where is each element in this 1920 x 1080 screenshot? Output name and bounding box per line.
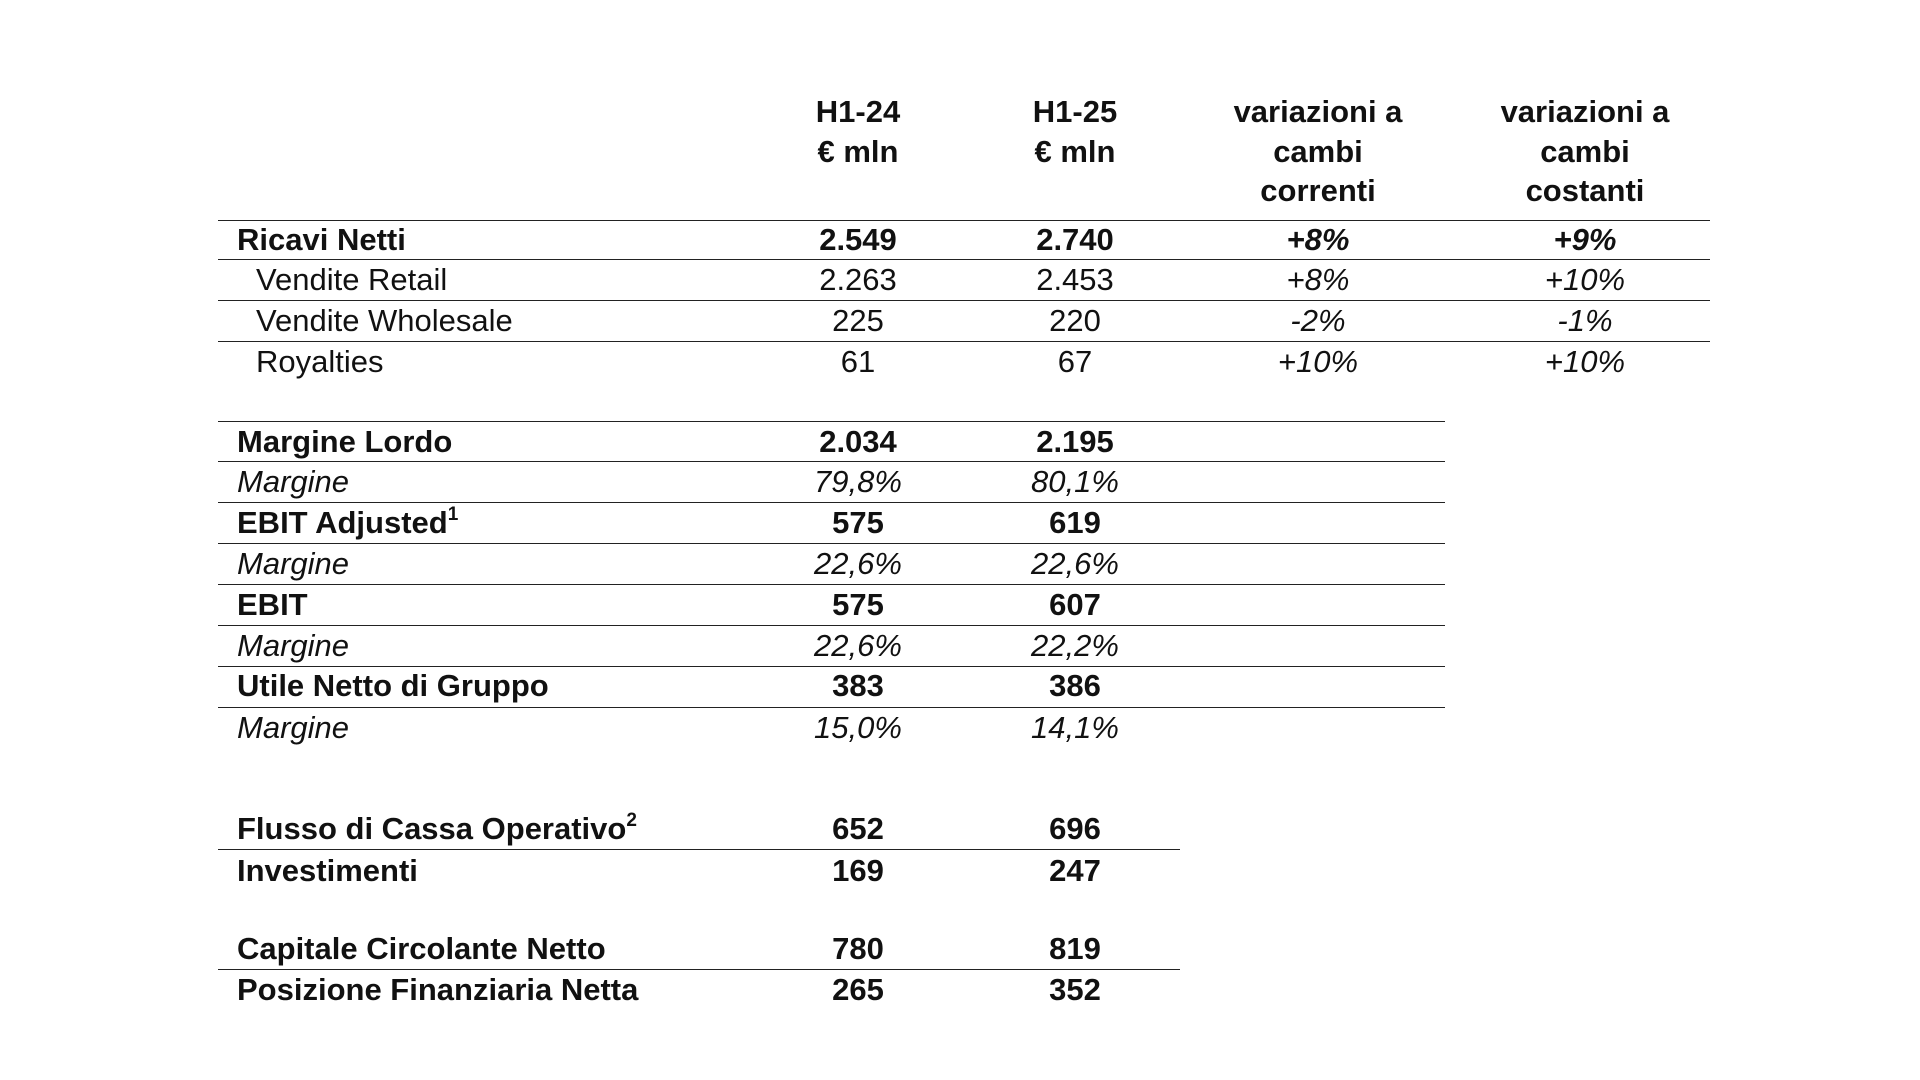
cell-utile-netto-h1-25: 386 — [1049, 668, 1101, 703]
row-label-ebit-adjusted: EBIT Adjusted$^1$ — [237, 504, 459, 540]
cell-margine-lordo-pct-h1-24: 79,8% — [814, 464, 902, 499]
cell-investimenti-h1-25: 247 — [1049, 853, 1101, 888]
row-label-investimenti: Investimenti — [237, 853, 418, 888]
row-label-royalties: Royalties — [256, 344, 384, 379]
cell-ebit-h1-25: 607 — [1049, 587, 1101, 622]
row-label-capitale-circolante: Capitale Circolante Netto — [237, 931, 606, 966]
cell-royalties-h1-24: 61 — [840, 344, 876, 379]
cell-margine-lordo-pct-h1-25: 80,1% — [1031, 464, 1119, 499]
cell-ricavi-netti-var-correnti: +8% — [1286, 222, 1350, 257]
cell-vendite-wholesale-h1-25: 220 — [1049, 303, 1101, 338]
cell-ebit-adjusted-h1-24: 575 — [832, 505, 884, 540]
row-label-ebit: EBIT — [237, 587, 308, 622]
cell-vendite-wholesale-var-correnti: -2% — [1290, 303, 1346, 338]
cell-capitale-circolante-h1-25: 819 — [1049, 931, 1101, 966]
cell-ricavi-netti-h1-25: 2.740 — [1036, 222, 1114, 257]
table-rule — [218, 849, 1180, 850]
cell-investimenti-h1-24: 169 — [832, 853, 884, 888]
cell-vendite-retail-h1-24: 2.263 — [819, 262, 897, 297]
cell-flusso-cassa-h1-25: 696 — [1049, 811, 1101, 846]
cell-vendite-retail-var-costanti: +10% — [1544, 262, 1626, 297]
row-label-utile-netto: Utile Netto di Gruppo — [237, 668, 549, 703]
row-label-ebit-pct: Margine — [237, 628, 349, 663]
cell-ebit-h1-24: 575 — [832, 587, 884, 622]
cell-ebit-pct-h1-25: 22,2% — [1031, 628, 1119, 663]
cell-vendite-wholesale-h1-24: 225 — [832, 303, 884, 338]
header-h1-24: H1-24 € mln — [815, 94, 901, 169]
cell-ricavi-netti-var-costanti: +9% — [1553, 222, 1617, 257]
footnote-marker: 2 — [626, 810, 637, 831]
cell-ebit-adjusted-pct-h1-25: 22,6% — [1031, 546, 1119, 581]
cell-margine-lordo-h1-25: 2.195 — [1036, 424, 1114, 459]
row-label-vendite-wholesale: Vendite Wholesale — [256, 303, 513, 338]
cell-flusso-cassa-h1-24: 652 — [832, 811, 884, 846]
cell-royalties-h1-25: 67 — [1057, 344, 1093, 379]
cell-royalties-var-costanti: +10% — [1544, 344, 1626, 379]
row-label-vendite-retail: Vendite Retail — [256, 262, 448, 297]
cell-ebit-adjusted-pct-h1-24: 22,6% — [814, 546, 902, 581]
cell-ricavi-netti-h1-24: 2.549 — [819, 222, 897, 257]
cell-utile-netto-pct-h1-25: 14,1% — [1031, 710, 1119, 745]
row-label-ricavi-netti: Ricavi Netti — [237, 222, 406, 257]
cell-vendite-retail-var-correnti: +8% — [1286, 262, 1350, 297]
cell-utile-netto-h1-24: 383 — [832, 668, 884, 703]
cell-utile-netto-pct-h1-24: 15,0% — [814, 710, 902, 745]
row-label-posizione-finanziaria: Posizione Finanziaria Netta — [237, 972, 639, 1007]
cell-posizione-finanziaria-h1-25: 352 — [1049, 972, 1101, 1007]
cell-ebit-pct-h1-24: 22,6% — [814, 628, 902, 663]
cell-capitale-circolante-h1-24: 780 — [832, 931, 884, 966]
row-label-margine-lordo: Margine Lordo — [237, 424, 453, 459]
header-var-correnti: variazioni a cambi correnti — [1233, 94, 1403, 208]
cell-royalties-var-correnti: +10% — [1277, 344, 1359, 379]
header-h1-25: H1-25 € mln — [1032, 94, 1118, 169]
cell-ebit-adjusted-h1-25: 619 — [1049, 505, 1101, 540]
header-var-costanti: variazioni a cambi costanti — [1500, 94, 1670, 208]
cell-posizione-finanziaria-h1-24: 265 — [832, 972, 884, 1007]
row-label-ebit-adjusted-pct: Margine — [237, 546, 349, 581]
cell-vendite-retail-h1-25: 2.453 — [1036, 262, 1114, 297]
row-label-flusso-cassa: Flusso di Cassa Operativo$^2$ — [237, 810, 637, 846]
cell-vendite-wholesale-var-costanti: -1% — [1557, 303, 1613, 338]
footnote-marker: 1 — [447, 504, 459, 525]
cell-margine-lordo-h1-24: 2.034 — [819, 424, 897, 459]
row-label-utile-netto-pct: Margine — [237, 710, 349, 745]
row-label-margine-lordo-pct: Margine — [237, 464, 349, 499]
